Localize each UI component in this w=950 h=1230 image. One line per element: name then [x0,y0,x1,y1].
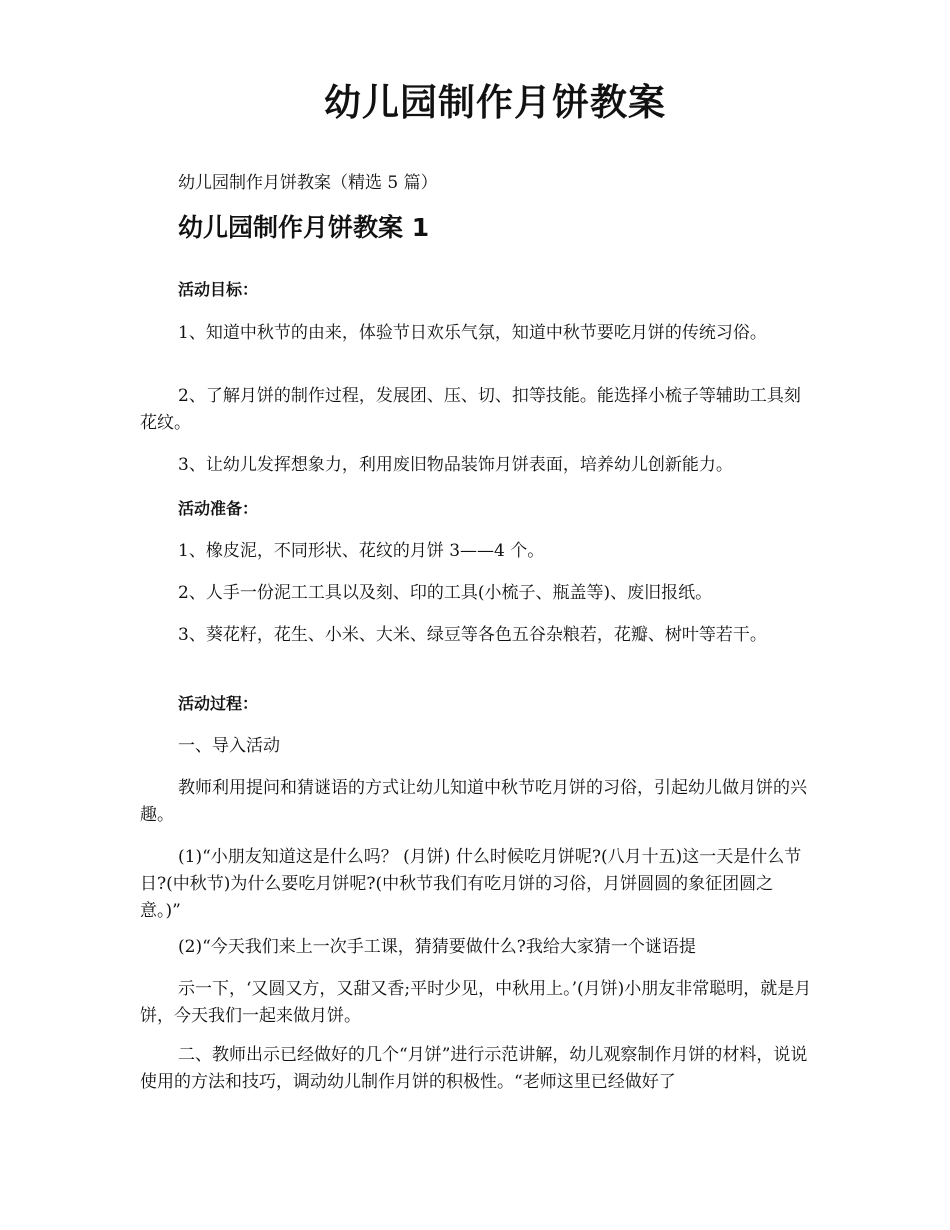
process-paragraph-5: 示一下，‘又圆又方，又甜又香;平时少见，中秋用上。’(月饼)小朋友非常聪明，就是月饼，今天我们一起来做月饼。 [140,979,812,1026]
prep-paragraph-3: 3、葵花籽，花生、小米、大米、绿豆等各色五谷杂粮若，花瓣、树叶等若干。 [178,625,767,645]
prep-paragraph-2: 2、人手一份泥工工具以及刻、印的工具(小梳子、瓶盖等)、废旧报纸。 [178,583,713,603]
heading-activity-goals: 活动目标： [178,280,259,299]
process-paragraph-6: 二、教师出示已经做好的几个“月饼”进行示范讲解，幼儿观察制作月饼的材料，说说使用的方法和技巧，调动幼儿制作月饼的积极性。“老师这里已经做好了 [140,1045,808,1092]
goal-paragraph-1: 1、知道中秋节的由来，体验节日欢乐气氛，知道中秋节要吃月饼的传统习俗。 [178,323,767,343]
goal-paragraph-3: 3、让幼儿发挥想象力，利用废旧物品装饰月饼表面，培养幼儿创新能力。 [178,455,733,475]
process-paragraph-1: 一、导入活动 [178,736,280,756]
heading-activity-prep: 活动准备： [178,499,259,518]
process-paragraph-3: (1)“小朋友知道这是什么吗？ (月饼) 什么时候吃月饼呢?(八月十五)这一天是什么节日?(中秋节)为什么要吃月饼呢?(中秋节我们有吃月饼的习俗，月饼圆圆的象征团圆之意。)” [140,847,802,921]
prep-paragraph-1: 1、橡皮泥，不同形状、花纹的月饼 3——4 个。 [178,541,545,561]
document-subtitle: 幼儿园制作月饼教案（精选 5 篇） [178,173,438,193]
section-title: 幼儿园制作月饼教案 1 [178,213,430,242]
goal-paragraph-2: 2、了解月饼的制作过程，发展团、压、切、扣等技能。能选择小梳子等辅助工具刻花纹。 [140,386,801,433]
process-paragraph-2: 教师利用提问和猜谜语的方式让幼儿知道中秋节吃月饼的习俗，引起幼儿做月饼的兴趣。 [140,778,807,825]
process-paragraph-4: (2)“今天我们来上一次手工课，猜猜要做什么?我给大家猜一个谜语提 [178,937,696,957]
heading-activity-process: 活动过程： [178,694,259,713]
document-title: 幼儿园制作月饼教案 [324,81,666,124]
